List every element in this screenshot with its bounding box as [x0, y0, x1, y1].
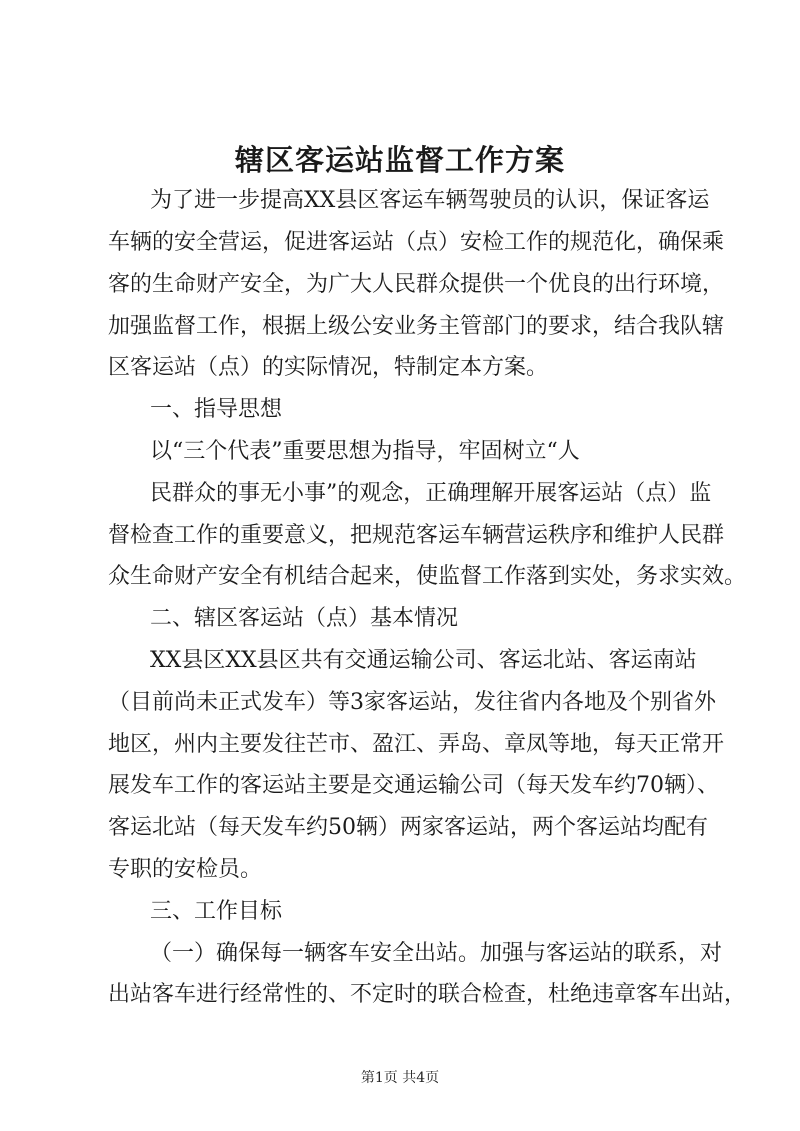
section-heading: 三、工作目标	[150, 899, 283, 924]
paragraph-line: XX县区XX县区共有交通运输公司、客运北站、客运南站	[150, 648, 697, 673]
paragraph-line: 客的生命财产安全，为广大人民群众提供一个优良的出行环境，	[108, 272, 725, 297]
paragraph-line: 车辆的安全营运，促进客运站（点）安检工作的规范化，确保乘	[108, 230, 725, 255]
paragraph-line: 加强监督工作，根据上级公安业务主管部门的要求，结合我队辖	[108, 314, 725, 339]
page-number-footer: 第1页 共4页	[360, 1070, 440, 1086]
paragraph-line: 专职的安检员。	[108, 857, 263, 882]
section-heading: 二、辖区客运站（点）基本情况	[150, 606, 459, 631]
paragraph-line: 督检查工作的重要意义，把规范客运车辆营运秩序和维护人民群	[108, 523, 725, 548]
document-title: 辖区客运站监督工作方案	[234, 143, 565, 177]
paragraph-line: 客运北站（每天发车约50辆）两家客运站，两个客运站均配有	[108, 815, 708, 840]
paragraph-line: 民群众的事无小事”的观念，正确理解开展客运站（点）监	[150, 481, 712, 506]
paragraph-line: 以“三个代表”重要思想为指导，牢固树立“人	[150, 439, 580, 464]
paragraph-line: 地区，州内主要发往芒市、盈江、弄岛、章凤等地，每天正常开	[108, 732, 725, 757]
paragraph-line: （目前尚未正式发车）等3家客运站，发往省内各地及个别省外	[108, 690, 716, 715]
paragraph-line: 出站客车进行经常性的、不定时的联合检查，杜绝违章客车出站，	[108, 982, 747, 1007]
paragraph-line: （一）确保每一辆客车安全出站。加强与客运站的联系，对	[150, 941, 723, 966]
paragraph-line: 众生命财产安全有机结合起来，使监督工作落到实处，务求实效。	[108, 564, 747, 589]
paragraph-line: 区客运站（点）的实际情况，特制定本方案。	[108, 355, 549, 380]
paragraph-line: 展发车工作的客运站主要是交通运输公司（每天发车约70辆）、	[108, 773, 719, 798]
section-heading: 一、指导思想	[150, 397, 283, 422]
paragraph-line: 为了进一步提高XX县区客运车辆驾驶员的认识，保证客运	[150, 188, 710, 213]
